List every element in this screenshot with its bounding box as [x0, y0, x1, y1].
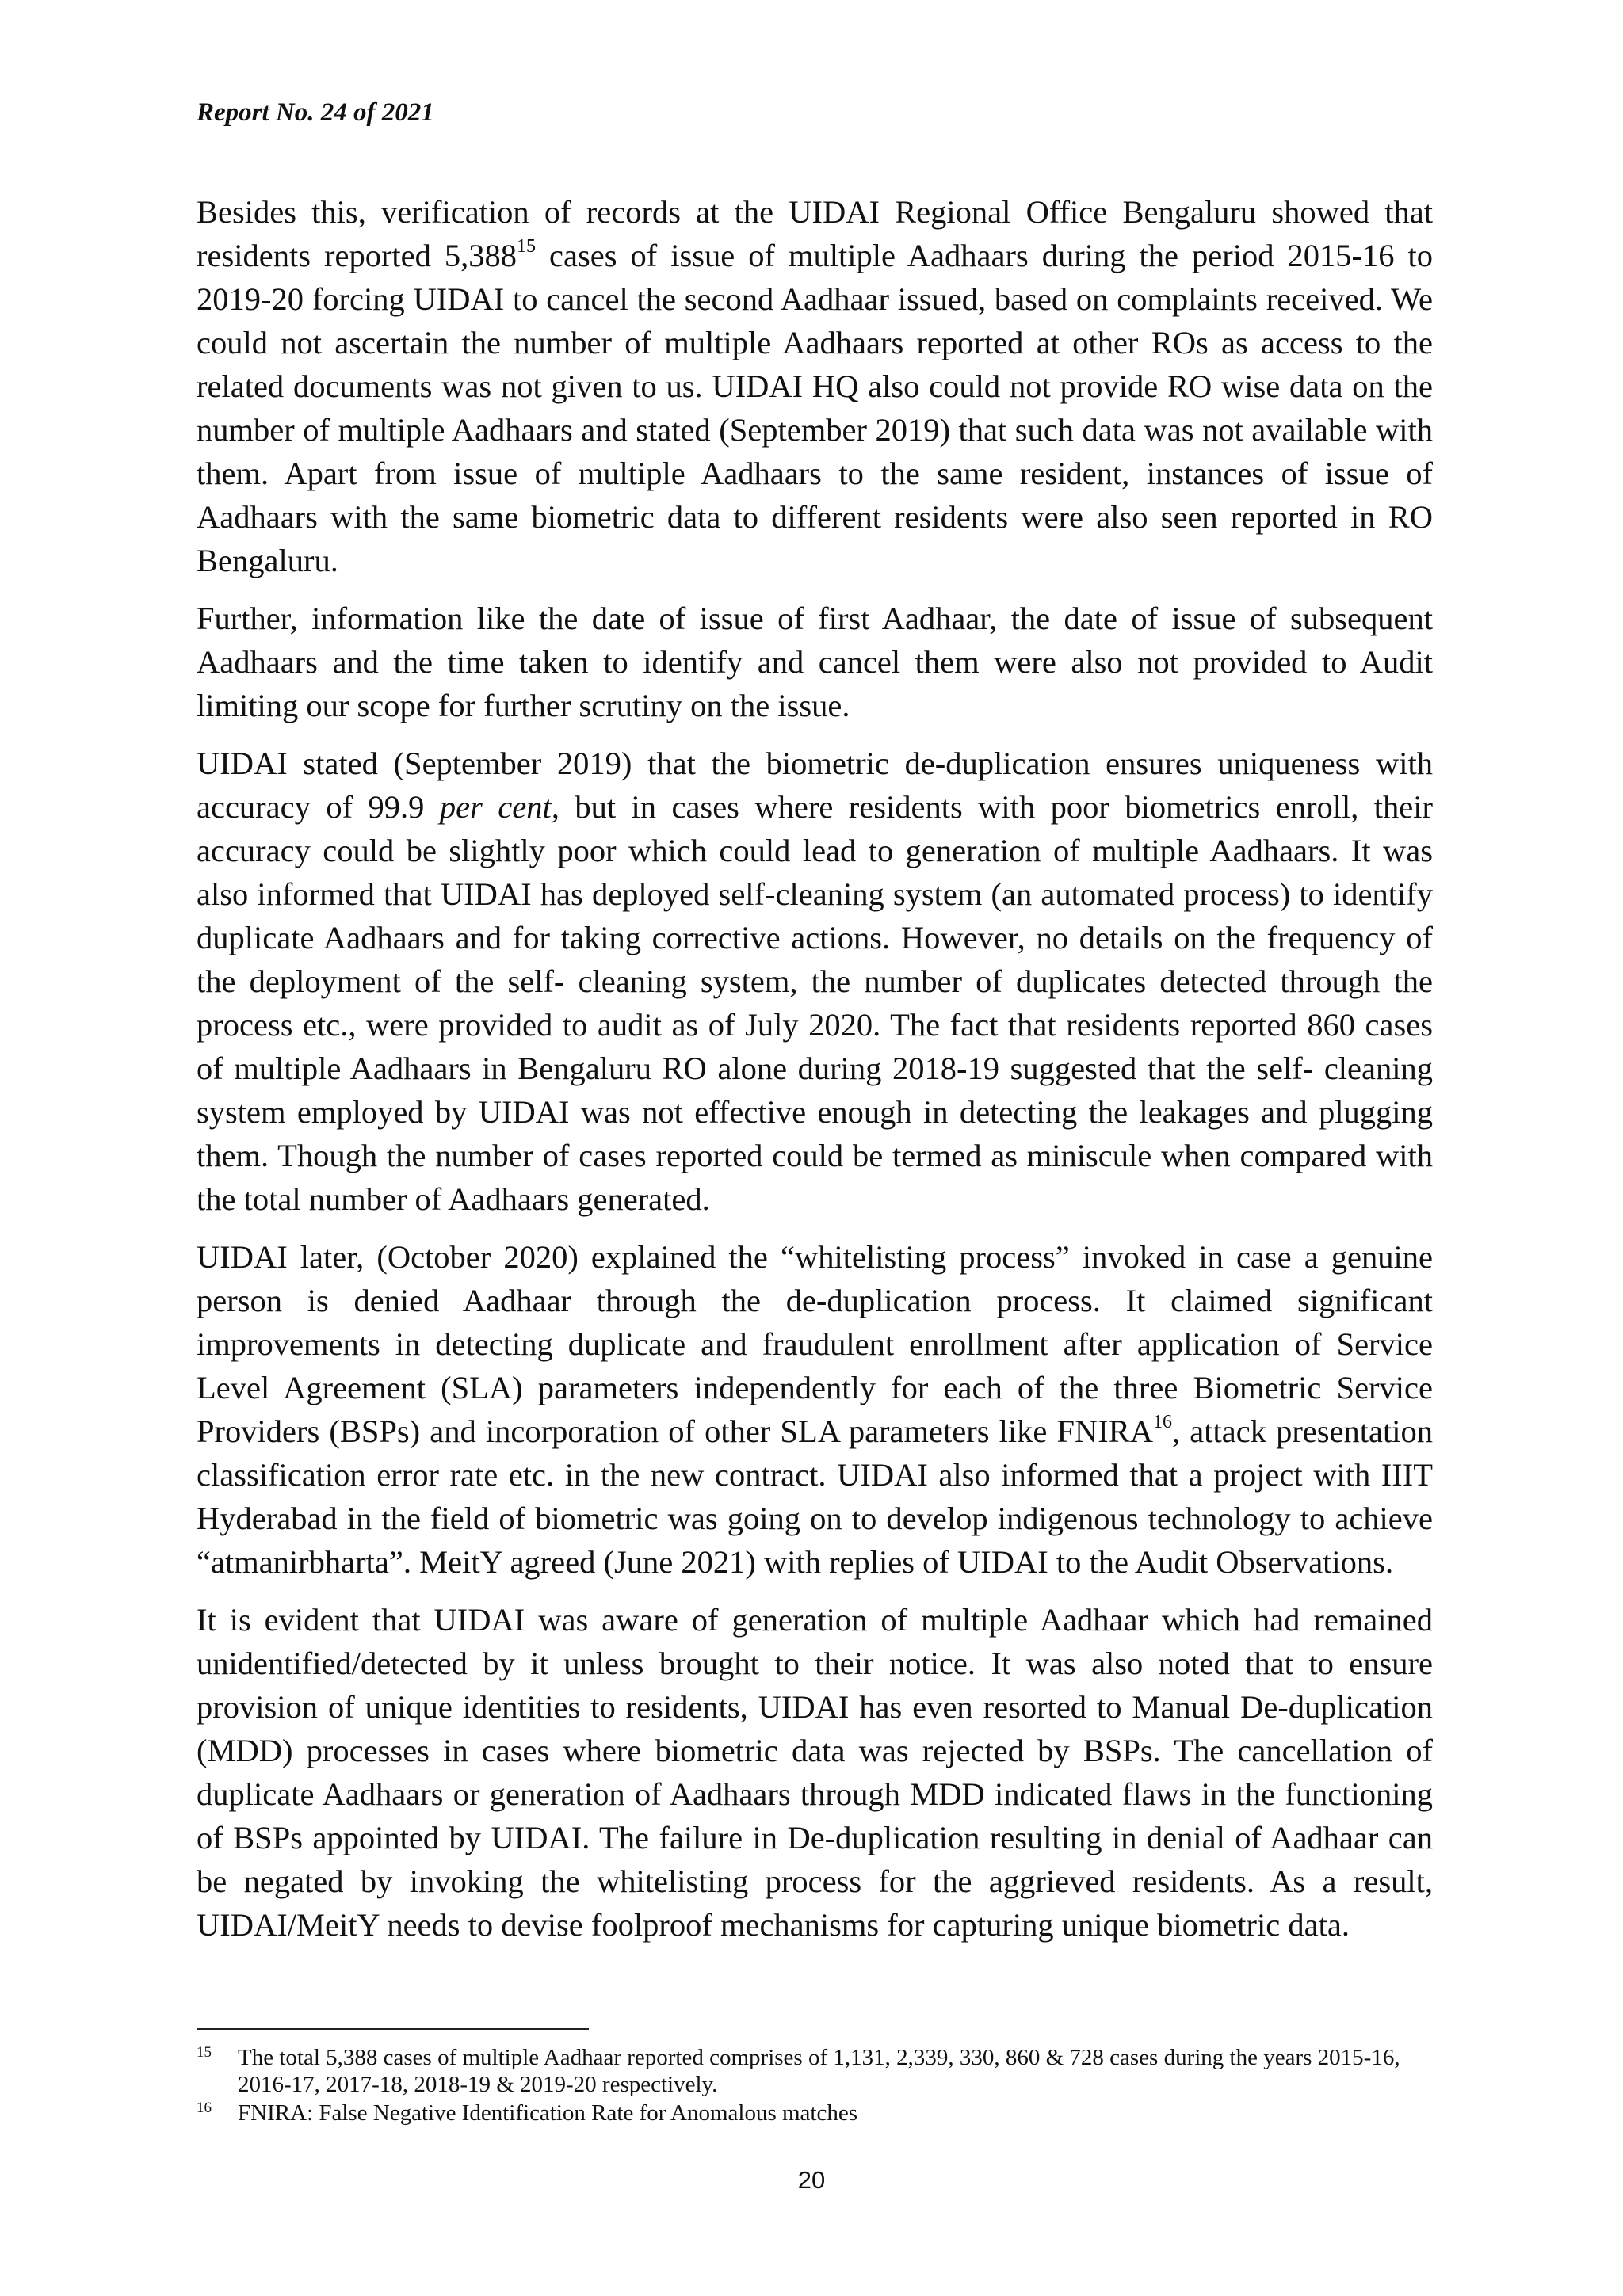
footnote-reference-16[interactable]: 16: [1153, 1411, 1172, 1432]
report-body: [197, 190, 1433, 1961]
footnote-reference-15[interactable]: 15: [517, 235, 537, 257]
footnote-number: 15: [197, 2044, 212, 2061]
paragraph-text: UIDAI stated (September 2019) that the biometric de-duplication ensures uniqueness with accuracy of 99.9: [197, 746, 1433, 825]
footnote-16: [197, 2100, 1433, 2126]
footnote-number: 16: [197, 2100, 212, 2116]
paragraph-uidai-statement: [197, 742, 1433, 1221]
footnotes: [197, 2044, 1433, 2128]
report-header: Report No. 24 of 2021: [197, 98, 434, 127]
paragraph-text: Besides this, verification of records at the UIDAI Regional Office Bengaluru showed that residents reported 5,388: [197, 194, 1433, 273]
paragraph-whitelisting-process: [197, 1235, 1433, 1584]
paragraph-text: UIDAI later, (October 2020) explained the “whitelisting process” invoked in case a genuine person is denied Aadhaar through the de-duplication process. It claimed significant improvements in detecting duplicate and fraudulent enrollment after application of Service Level Agreement (SLA) parameters independently for each of the three Biometric Service Providers (BSPs) and incorporation of other SLA parameters like FNIRA: [197, 1239, 1433, 1449]
paragraph-conclusion: It is evident that UIDAI was aware of generation of multiple Aadhaar which had remained unidentified/detected by it unless brought to their notice. It was also noted that to ensure provision of unique identities to residents, UIDAI has even resorted to Manual De-duplication (MDD) processes in cases where biometric data was rejected by BSPs. The cancellation of duplicate Aadhaars or generation of Aadhaars through MDD indicated flaws in the functioning of BSPs appointed by UIDAI. The failure in De-duplication resulting in denial of Aadhaar can be negated by invoking the whitelisting process for the aggrieved residents. As a result, UIDAI/MeitY needs to devise foolproof mechanisms for capturing unique biometric data.: [197, 1602, 1433, 1943]
paragraph-text: cases of issue of multiple Aadhaars during the period 2015-16 to 2019-20 forcing UIDAI to cancel the second Aadhaar issued, based on complaints received. We could not ascertain the number of multiple Aadhaars reported at other ROs as access to the related documents was not given to us. UIDAI HQ also could not provide RO wise data on the number of multiple Aadhaars and stated (September 2019) that such data was not available with them. Apart from issue of multiple Aadhaars to the same resident, instances of issue of Aadhaars with the same biometric data to different residents were also seen reported in RO Bengaluru.: [197, 238, 1433, 578]
paragraph-text: , attack presentation classification error rate etc. in the new contract. UIDAI also informed that a project with IIIT Hyderabad in the field of biometric was going on to develop indigenous technology to achieve “atmanirbharta”. MeitY agreed (June 2021) with replies of UIDAI to the Audit Observations.: [197, 1413, 1434, 1580]
paragraph-text: but in cases where residents with poor biometrics enroll, their accuracy could be slightly poor which could lead to generation of multiple Aadhaars. It was also informed that UIDAI has deployed self-cleaning system (an automated process) to identify duplicate Aadhaars and for taking corrective actions. However, no details on the frequency of the deployment of the self- cleaning system, the number of duplicates detected through the process etc., were provided to audit as of July 2020. The fact that residents reported 860 cases of multiple Aadhaars in Bengaluru RO alone during 2018-19 suggested that the self- cleaning system employed by UIDAI was not effective enough in detecting the leakages and plugging them. Though the number of cases reported could be termed as miniscule when compared with the total number of Aadhaars generated.: [197, 789, 1433, 1217]
paragraph-multiple-aadhaars: [197, 190, 1433, 582]
paragraph-missing-information: Further, information like the date of issue of first Aadhaar, the date of issue of subsequent Aadhaars and the time taken to identify and cancel them were also not provided to Audit limiting our scope for further scrutiny on the issue.: [197, 601, 1433, 723]
footnote-text: FNIRA: False Negative Identification Rate for Anomalous matches: [238, 2100, 858, 2126]
footnote-divider: [197, 2028, 589, 2030]
page-number: 20: [797, 2166, 826, 2194]
footnote-15: [197, 2044, 1433, 2098]
footnote-text: The total 5,388 cases of multiple Aadhaar reported comprises of 1,131, 2,339, 330, 860 & 728 cases during the years 2015-16, 2016-17, 2017-18, 2018-19 & 2019-20 respectively.: [238, 2045, 1400, 2097]
italic-text: per cent,: [439, 789, 559, 825]
